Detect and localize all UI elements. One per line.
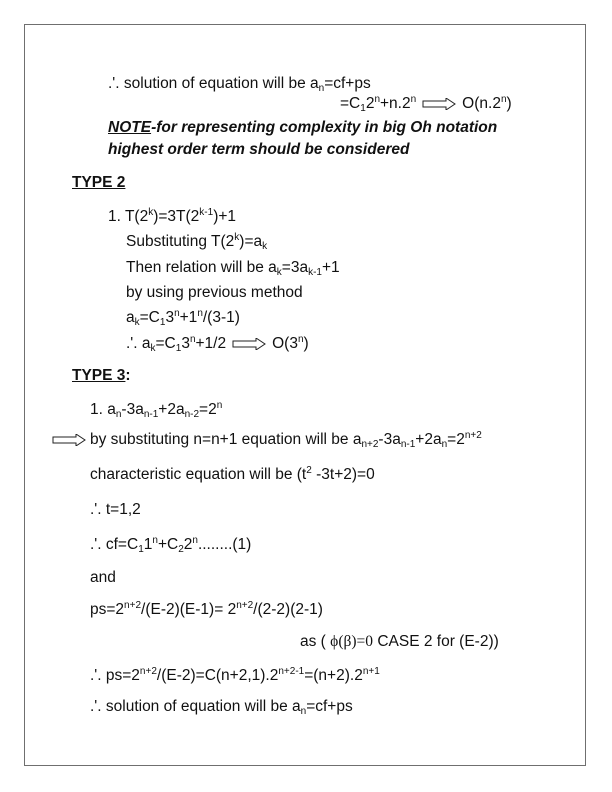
type2-heading: TYPE 2 (72, 174, 126, 191)
type3-eq-1: 1. $a_n-3a_{n-1}+2a_{n-2}=2^n$ (90, 400, 223, 420)
complexity-line-1: $=C_12^n+n.2^n$ O(n.2$^n$) (340, 94, 512, 114)
type3-ps: $ps=2^{n+2}/(E-2)(E-1)= 2^{n+2}/(2-2)(2-1)$ (90, 600, 323, 618)
implies-arrow-icon (52, 434, 86, 446)
type3-roots: .'. t=1,2 (90, 501, 141, 518)
type2-method: by using previous method (126, 284, 303, 301)
implies-arrow-icon (232, 338, 266, 350)
type3-case-note: as ( ϕ(β)=0 CASE 2 for (E-2)) (300, 633, 499, 650)
implies-arrow-icon (422, 98, 456, 110)
type3-characteristic: characteristic equation will be ($t^2$ -3t+2)=0 (90, 465, 375, 483)
type3-heading: TYPE 3: (72, 367, 131, 384)
type3-solution: .'. solution of equation will be $a_n=cf+ps$ (90, 698, 353, 717)
type3-cf: .'. $cf=C_11^n+C_22^n........(1)$ (90, 535, 252, 555)
solution-line-1: .'. solution of equation will be $a_n=cf+ps$ (108, 75, 371, 94)
type3-and: and (90, 569, 116, 586)
type3-ps-result: .'. $ps=2^{n+2}/(E-2)=C(n+2,1).2^{n+2-1}=(n+2).2^{n+1}$ (90, 666, 380, 684)
type2-general-solution: $a_k=C_13^n+1^n/(3-1)$ (126, 308, 240, 328)
type2-substitution: Substituting $T(2^k)=a_k$ (126, 232, 268, 252)
note-line-1: NOTE-for representing complexity in big Oh notation (108, 119, 498, 136)
type3-substitution: by substituting n=n+1 equation will be $a_{n+2}-3a_{n-1}+2a_n=2^{n+2}$ (90, 430, 482, 450)
type2-eq-1: 1. $T(2^k)=3T(2^{k-1})+1$ (108, 207, 237, 225)
type2-result: .'. $a_k=C_13^n+1/2$ O(3$^n$) (126, 334, 309, 354)
note-line-2: highest order term should be considered (108, 141, 410, 158)
type2-relation: Then relation will be $a_k=3a_{k-1}+1$ (126, 259, 340, 278)
